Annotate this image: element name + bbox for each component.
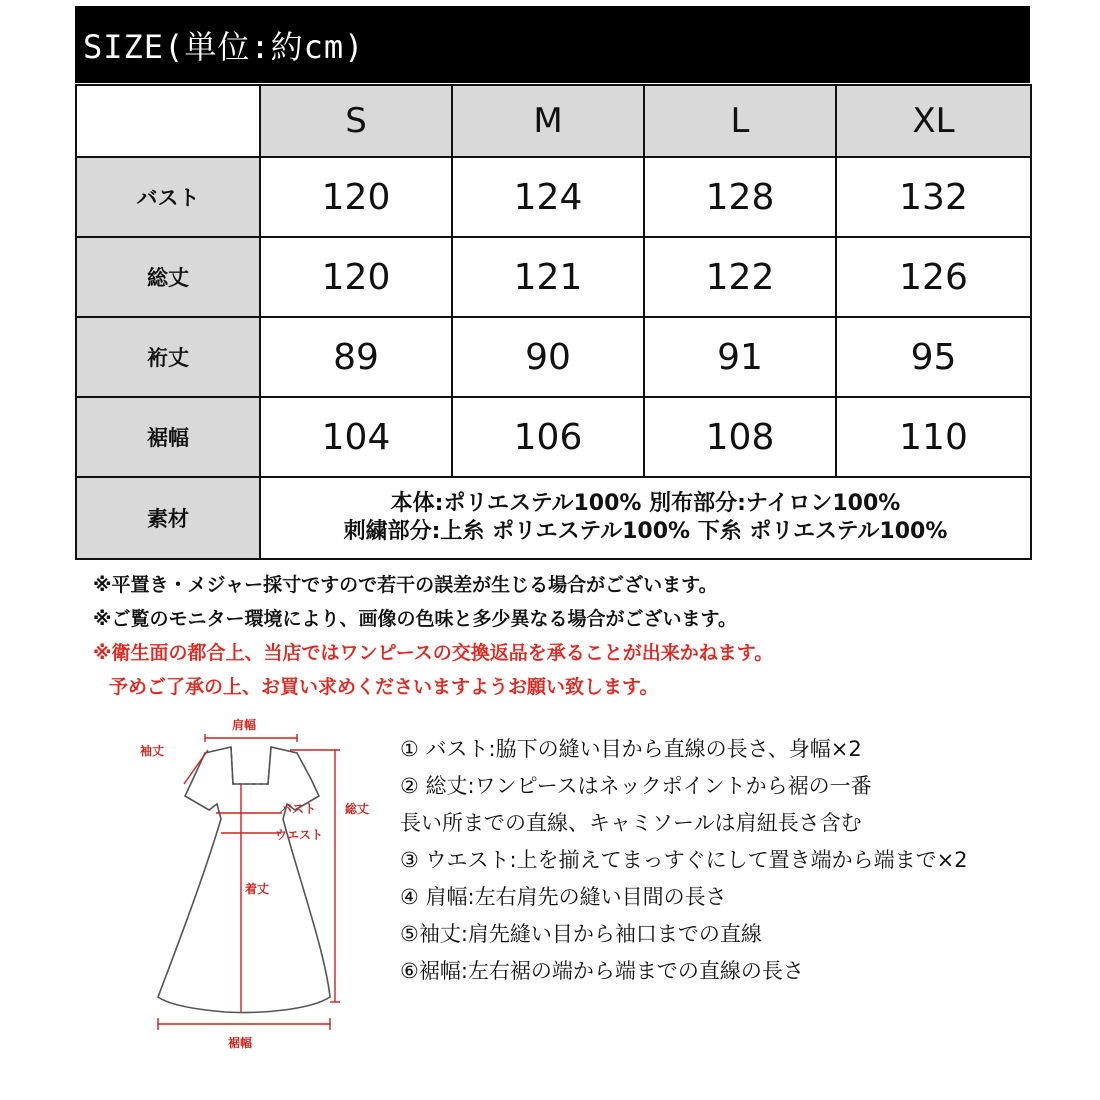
table-row-hem-width	[76, 397, 1031, 477]
table-cell: 108	[644, 397, 836, 477]
table-cell: 120	[260, 237, 452, 317]
material-cell	[260, 477, 1031, 559]
table-cell: 121	[452, 237, 644, 317]
size-table-header	[75, 6, 1030, 83]
row-label-hem-width: 裾幅	[76, 397, 260, 477]
legend-item-total-length: ② 総丈:ワンピースはネックポイントから裾の一番	[400, 774, 872, 798]
size-table-title: SIZE(単位:約cm)	[83, 27, 365, 66]
legend-item-total-length-cont: 長い所までの直線、キャミソールは肩紐長さ含む	[400, 811, 862, 835]
legend-item-waist: ③ ウエスト:上を揃えてまっすぐにして置き端から端まで×2	[400, 848, 968, 872]
note-no-returns: ※衛生面の都合上、当店ではワンピースの交換返品を承ることが出来かねます。	[93, 642, 774, 664]
table-row-sleeve-length	[76, 317, 1031, 397]
table-cell: 89	[260, 317, 452, 397]
table-cell: 126	[836, 237, 1031, 317]
table-cell: 124	[452, 157, 644, 237]
garment-diagram	[130, 712, 400, 1057]
table-cell: 106	[452, 397, 644, 477]
dress-outline	[158, 747, 330, 1012]
legend-item-bust: ① バスト:脇下の縫い目から直線の長さ、身幅×2	[400, 737, 862, 761]
size-header-l: L	[644, 85, 836, 157]
table-row-bust	[76, 157, 1031, 237]
measurement-legend	[400, 731, 1080, 990]
sleeve-length-line	[184, 750, 208, 784]
table-cell: 104	[260, 397, 452, 477]
notes-section	[93, 568, 1053, 704]
diagram-label-shoulder: 肩幅	[232, 718, 257, 732]
note-measurement: ※平置き・メジャー採寸ですので若干の誤差が生じる場合がございます。	[93, 574, 718, 596]
diagram-label-bust: バスト	[280, 802, 317, 816]
table-corner-cell	[76, 85, 260, 157]
row-label-material: 素材	[76, 477, 260, 559]
legend-item-shoulder: ④ 肩幅:左右肩先の縫い目間の長さ	[400, 885, 727, 909]
size-header-xl: XL	[836, 85, 1031, 157]
table-row-material	[76, 477, 1031, 559]
size-header-m: M	[452, 85, 644, 157]
row-label-bust: バスト	[76, 157, 260, 237]
diagram-label-sleeve: 袖丈	[140, 744, 165, 758]
size-table	[75, 84, 1032, 560]
material-line-1: 本体:ポリエステル100% 別布部分:ナイロン100%	[390, 491, 901, 516]
table-cell: 128	[644, 157, 836, 237]
table-cell: 91	[644, 317, 836, 397]
table-cell: 90	[452, 317, 644, 397]
table-row-total-length	[76, 237, 1031, 317]
legend-item-sleeve: ⑤袖丈:肩先縫い目から袖口までの直線	[400, 922, 762, 946]
diagram-label-hem: 裾幅	[228, 1036, 253, 1050]
size-header-s: S	[260, 85, 452, 157]
note-acknowledge: 予めご了承の上、お買い求めくださいますようお願い致します。	[109, 676, 659, 698]
table-cell: 122	[644, 237, 836, 317]
table-cell: 110	[836, 397, 1031, 477]
row-label-total-length: 総丈	[76, 237, 260, 317]
material-line-2: 刺繍部分:上糸 ポリエステル100% 下糸 ポリエステル100%	[343, 519, 948, 544]
legend-item-hem: ⑥裾幅:左右裾の端から端までの直線の長さ	[400, 959, 804, 983]
row-label-sleeve-length: 裄丈	[76, 317, 260, 397]
table-cell: 95	[836, 317, 1031, 397]
diagram-label-waist: ウエスト	[275, 828, 324, 842]
table-cell: 132	[836, 157, 1031, 237]
diagram-label-total-length: 総丈	[345, 802, 370, 816]
diagram-label-length: 着丈	[245, 882, 270, 896]
size-header-row	[76, 85, 1031, 157]
table-cell: 120	[260, 157, 452, 237]
note-monitor: ※ご覧のモニター環境により、画像の色味と多少異なる場合がございます。	[93, 608, 737, 630]
